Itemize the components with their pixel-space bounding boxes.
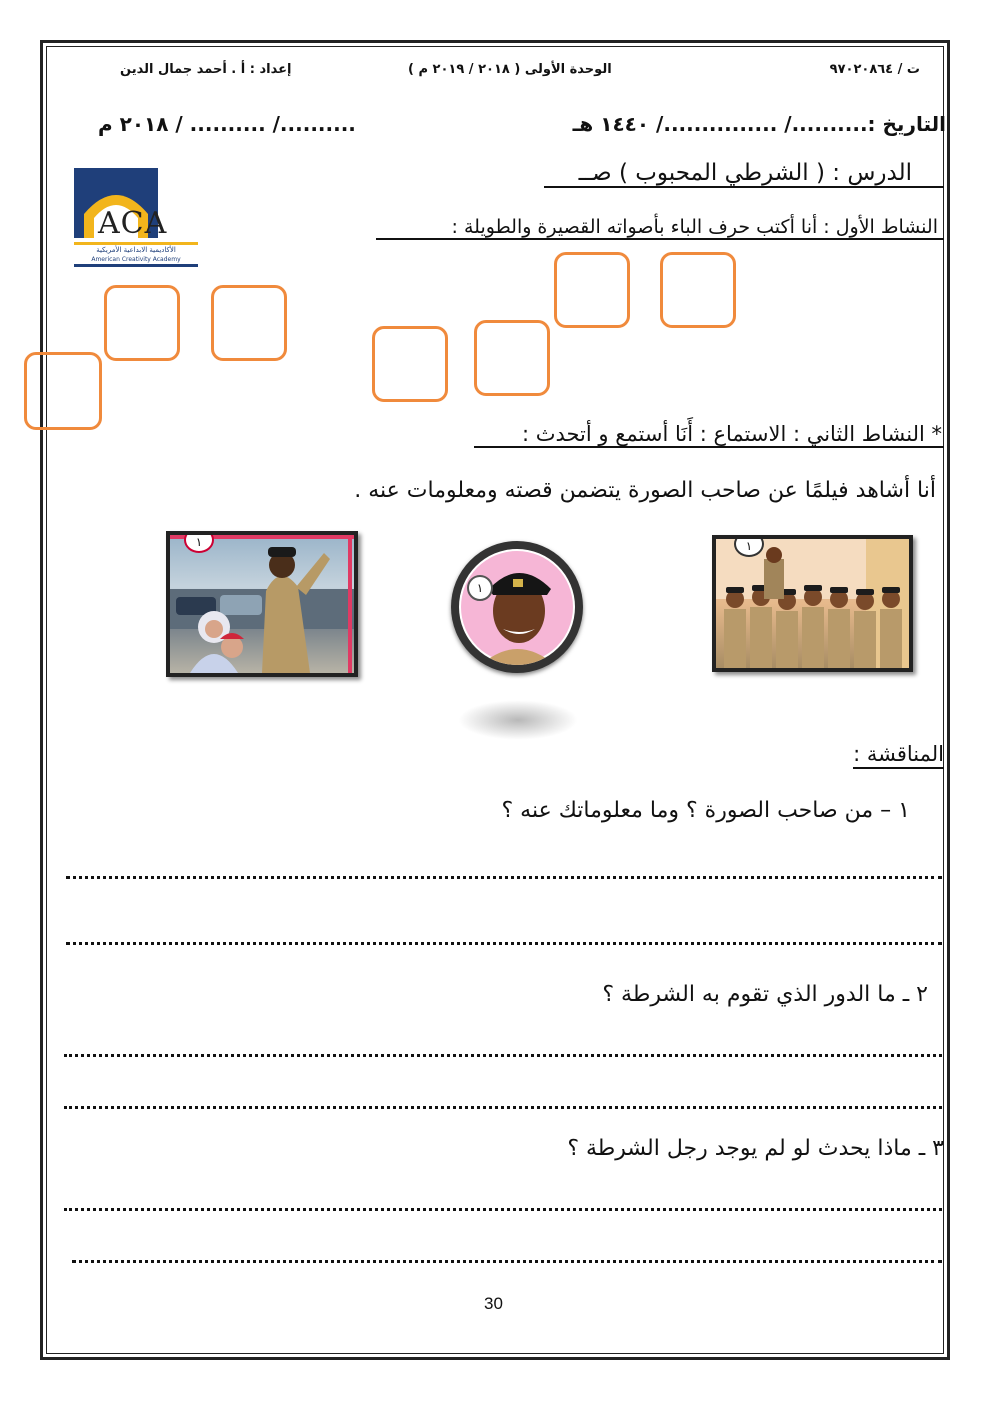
photo-officer-portrait xyxy=(451,541,583,673)
officer-street-illustration xyxy=(170,535,354,673)
letter-box-3[interactable] xyxy=(474,320,550,396)
photo-1-badge: ١ xyxy=(184,531,214,553)
phone-number: ت / ٩٧٠٢٠٨٦٤ xyxy=(829,62,920,77)
letter-box-7[interactable] xyxy=(24,352,102,430)
question-3: ٣ ـ ماذا يحدث لو لم يوجد رجل الشرطة ؟ xyxy=(567,1136,944,1161)
photo-3-badge: ١ xyxy=(734,535,764,557)
answer-line-3a[interactable] xyxy=(64,1208,942,1211)
academy-logo xyxy=(72,166,200,270)
logo-english-text: American Creativity Academy xyxy=(91,256,181,263)
officer-face-illustration xyxy=(459,549,575,665)
answer-line-3b[interactable] xyxy=(72,1260,942,1263)
logo-text: ACA xyxy=(98,206,168,241)
discussion-title: المناقشة : xyxy=(853,742,944,769)
photo-officer-with-children xyxy=(166,531,358,677)
answer-line-2b[interactable] xyxy=(64,1106,942,1109)
activity-1-title: النشاط الأول : أنا أكتب حرف الباء بأصواته القصيرة والطويلة : xyxy=(376,216,944,240)
letter-box-6[interactable] xyxy=(104,285,180,361)
activity-2-intro: أنا أشاهد فيلمًا عن صاحب الصورة يتضمن قصته ومعلومات عنه . xyxy=(354,478,936,503)
photo-2-badge: ١ xyxy=(467,575,493,601)
letter-box-2[interactable] xyxy=(554,252,630,328)
date-gregorian: ........../ .......... / ٢٠١٨ م xyxy=(98,112,356,136)
photo-children-in-uniform xyxy=(712,535,913,672)
date-hijri: التاريخ :........../ .............../ ١٤٤٠ هـ xyxy=(572,112,946,136)
lesson-title: الدرس : ( الشرطي المحبوب ) صــ xyxy=(544,160,944,188)
page-number: 30 xyxy=(484,1294,503,1313)
portrait-shadow xyxy=(458,700,578,740)
letter-box-4[interactable] xyxy=(372,326,448,402)
answer-line-1a[interactable] xyxy=(66,876,942,879)
answer-line-1b[interactable] xyxy=(66,942,942,945)
portrait-inner xyxy=(459,549,575,665)
author-credit: إعداد : أ . أحمد جمال الدين xyxy=(120,62,292,77)
question-1: ١ – من صاحب الصورة ؟ وما معلوماتك عنه ؟ xyxy=(501,798,910,823)
children-uniform-illustration xyxy=(716,539,909,668)
answer-line-2a[interactable] xyxy=(64,1054,942,1057)
logo-arabic-text: الأكاديمية الابداعية الأمريكية xyxy=(96,246,176,254)
activity-2-title: * النشاط الثاني : الاستماع : أَنَا أستمع و أتحدث : xyxy=(474,422,944,448)
letter-box-5[interactable] xyxy=(211,285,287,361)
question-2: ٢ ـ ما الدور الذي تقوم به الشرطة ؟ xyxy=(602,982,928,1007)
unit-title: الوحدة الأولى ( ٢٠١٨ / ٢٠١٩ م ) xyxy=(408,62,612,77)
letter-box-1[interactable] xyxy=(660,252,736,328)
